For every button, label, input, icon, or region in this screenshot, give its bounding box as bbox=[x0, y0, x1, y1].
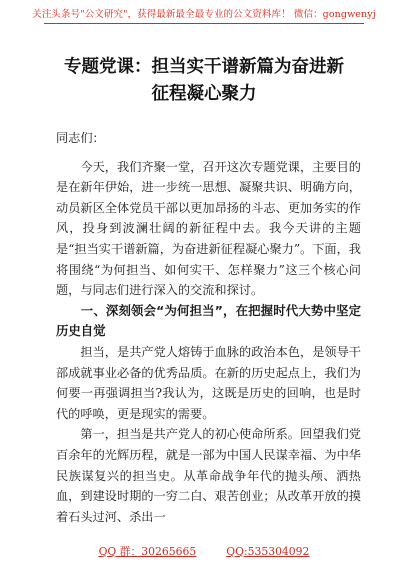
document-body bbox=[56, 128, 361, 527]
page-footer bbox=[0, 544, 408, 559]
salutation: 同志们： bbox=[56, 131, 105, 145]
body-paragraph: 担当，是共产党人熔铸于血脉的政治本色，是领导干部成就事业必备的优秀品质。在新的历史起点上，我们为何要一再强调担当?我认为，这既是历史的回响，也是时代的呼唤，更是现实的需要。 bbox=[56, 344, 361, 421]
header-divider bbox=[44, 23, 364, 24]
footer-qq-group: QQ 群：30265665 bbox=[98, 545, 197, 558]
body-paragraph: 今天，我们齐聚一堂，召开这次专题党课，主要目的是在新年伊始，进一步统一思想、凝聚共识、明确方向，动员新区全体党员干部以更加昂扬的斗志、更加务实的作风，投身到波澜壮阔的新征程中去。我今天讲的主题是“担当实干谱新篇，为奋进新征程凝心聚力”。下面，我将围绕“为何担当、如何实干、怎样聚力”这三个核心问题，与同志们进行深入的交流和探讨。 bbox=[56, 159, 361, 298]
document-title: 专题党课：担当实干谱新篇为奋进新征程凝心聚力 bbox=[64, 57, 344, 104]
footer-qq: QQ:535304092 bbox=[226, 545, 310, 558]
page-header-notice: 关注头条号"公文研究"，获得最新最全最专业的公文资料库！ 微信：gongwenyj bbox=[32, 9, 376, 20]
section-heading: 一、深刻领会“为何担当”，在把握时代大势中坚定历史自觉 bbox=[56, 302, 361, 339]
body-paragraph: 第一，担当是共产党人的初心使命所系。回望我们党百余年的光辉历程，就是一部为中国人民谋幸福、为中华民族谋复兴的担当史。从革命战争年代的抛头颅、洒热血，到建设时期的一穷二白、艰苦创业；从改革开放的摸着石头过河、杀出一 bbox=[56, 427, 361, 524]
